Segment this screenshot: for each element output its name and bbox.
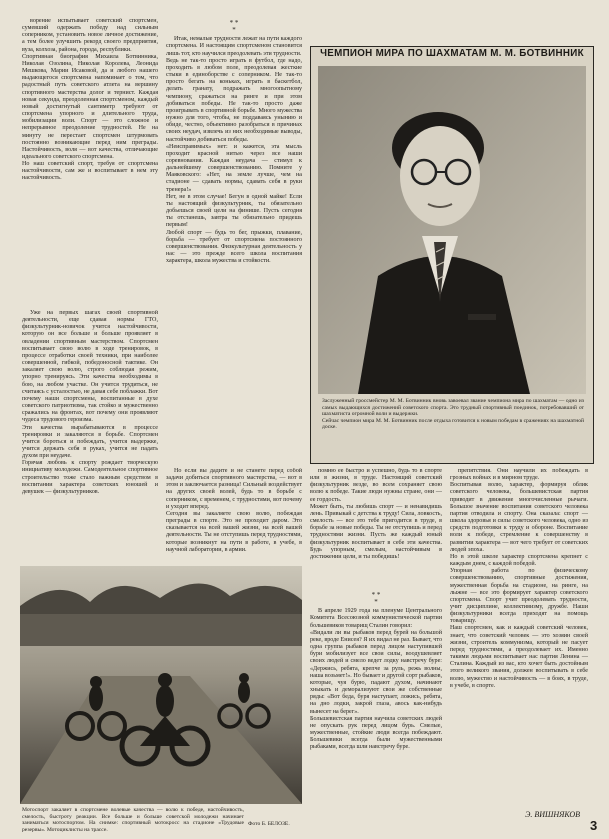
column-2 [166,18,302,466]
chess-caption: Заслуженный гроссмейстер М. М. Ботвинник вновь завоевал звание чемпиона мира по шахматам — одно из самых выдающихся достижений советского спорта. Это трудный спортивный поединок, потребовавший от шахматиста огромной воли и выдержки. Сейчас чемпион мира М. М. Ботвинник после отдыха готовится к новым победам в сражениях на шахматной доске. [322,398,584,431]
author-signature: Э. ВИШНЯКОВ [525,810,580,819]
stalin-section [310,590,442,826]
article-text: помню ее быстро и успешно, будь то в спорте или в жизни, в труде. Настоящий советский физкультурник везде, во всем сохраняет свою волю к победе. Такие люди нужны стране, они — ее гордость. Может быть, ты любишь спорт — и ненавидишь лень. Привыкай с детства к труду! Сила, ловкость, смелость — все это тебе пригодится в труде, в борьбе за новые победы. Ты не отступишь и перед трудностями жизни. Пусть же каждый юный физкультурник воспитывает в себе эти качества. Будь упорным, смелым, настойчивым в достижении цели, и ты победишь! [310,468,442,560]
motocross-caption: Мотоспорт закаляет в спортсмене волевые качества — волю к победе, настойчивость, смелость, быстроту реакции. Все больше и больше советской молодежи начинает заниматься мотоспортом. На снимке: спортивный мотокросс на стадионе «Трудовые резервы». Мотоциклисты на трассе. [22,807,244,833]
motocross-photo [20,566,302,804]
article-text: ворение испытывает советский спортсмен, сумевший одержать победу над сильным соперником, установить новое личное достижение, а тем более улучшить рекорд своего предприятия, вуза, колхоза, района, города, республики. Спортивная биография Михаила Ботвинника, Николая Озолина, Николая Королева, Леонида Мешкова, Марии Исаковой, да и любого нашего выдающегося спортсмена напоминает о том, что радостный путь советского атлета на вершину спортивного мастерства долог и тернист. Каждая новая секунда, преодоленная спортсменом, каждый новый достигнутый сантиметр требуют от спортсмена упорного и длительного труда, мобилизации воли. Спорт — это сложное и непрерывное преодоление трудностей. Не на минуту не перестает спортсмен штурмовать постоянно возникающие перед ним преграды. Настойчивость, воля — вот качества, отличающие идеального советского спортсмена. Но наш советский спорт, требуя от спортсмена настойчивости, сам же и воспитывает в нем эту настойчивость. [22,18,158,182]
article-text: Итак, немалые трудности лежат на пути каждого спортсмена. И настоящим спортсменом становится лишь тот, кто научился преодолевать эти трудности. Ведь не так-то просто играть в футбол, где надо, проходить в любом поле, преодолевая жесткие стыки в единоборстве с соперником. Не так-то просто бегать на коньках, играть в баскетбол, делать гранату, подражать многоопытному чемпиону, сражаться на ринге и при этом добиваться победы. Не так-то просто даже проигрывать в спортивной борьбе. Много мужества нужно для того, чтобы, не поддаваясь унынию и обиде, честно, объективно разобраться в причинах своих неудач, извлечь из них необходимые выводы, настойчиво добиваться победы. «Неисправимых» нет: и кажется, эта мысль проходит красной нитью через все наши соревнования. Каждая неудача — стимул к дальнейшему совершенствованию. Помните у Маяковского: «Нет, на земле лучше, чем на стадионе — сдавать нормы, сдавать себя в руки тренера!» Нет, не в этом случае! Бегун в одной майке! Если ты настоящий физкультурник, ты обязательно добьешься своей цели на финише. Пусть сегодня ты отстанешь, завтра ты обязательно придешь первым! Любой спорт — будь то бег, прыжки, плавание, борьба — требует от спортсмена постоянного совершенствования. Физкультурная деятельность у нас — это прежде всего школа воспитания характера, школа мужества и стойкости. [166,36,302,265]
column-4 [450,468,588,806]
page-number: 3 [590,818,598,833]
motocross-image [20,566,302,804]
article-text: Но если вы дадите и не станете перед собой задачи добиться спортивного мастерства, — вот в этом и заключается разница! Сильный воздействует на других своей волей, будь то в борьбе с соперником, с временем, с трудностями, вот почему и уходит вперед. Сегодня вы закаляете свою волю, побеждая преграды в спорте. Это не проходит даром. Это сказывается на всей вашей жизни, на всей вашей деятельности. Ты не отступишь перед трудностями, которые возникнут на пути в работе, в учебе, в научной лаборатории, в армии. [166,468,302,553]
portrait-image [318,66,586,394]
column-2-bottom [166,468,302,560]
column-1-bottom [22,310,158,558]
photo-credit: Фото Б. БЕЛОЗЕ. [248,821,290,827]
chess-title: ЧЕМПИОН МИРА ПО ШАХМАТАМ М. М. БОТВИННИК [320,48,584,59]
botvinnik-photo [318,66,586,394]
section-stars: * * * [229,19,239,35]
section-stars: * * * [371,591,381,607]
article-text: Уже на первых шагах своей спортивной деятельности, еще сдавая нормы ГТО, физкультурник-новичок учится настойчивости, которую он все больше и больше проявляет в овладении спортивным мастерством. Спортсмен воспитывает свою волю в ходе тренировок, в процессе отработки своей техники, при наиболее совершенной, гибкой, победоносной тактике. Он закаляет свою волю, строго соблюдая режим, упорно тренируясь. Эти качества необходимы в бою, на любом участке. Он учится трудиться, не считаясь с усталостью, не давая себе поблажки. Вот почему наши спортсмены, воспитанные в духе советского патриотизма, так стойко и мужественно сражались на фронтах, вот почему они проявляют чудеса трудового героизма. Эти качества вырабатываются в процессе тренировки и закаляются в борьбе. Спортсмен учится бороться и побеждать, учится выдержке, учится держать себя в руках, учится не падать духом при неудаче. Горячая любовь к спорту рождает творческую инициативу молодежи. Самодеятельное спортивное строительство тоже стало важным средством в воспитании характера советских юношей и девушек — физкультурников. [22,310,158,495]
column-3 [310,468,442,586]
article-text: В апреле 1929 года на пленуме Центрального Комитета Всесоюзной коммунистической партии большевиков товарищ Сталин говорил: «Видали ли вы рыбаков перед бурей на большой реке, вроде Енисея? Я их видал не раз. Бывает, что одна группа рыбаков перед лицом наступившей бури мобилизует все свои силы, воодушевляет своих людей и смело ведет лодку навстречу буре: «Держись, ребята, крепче за руль, режь волны, наша возьмет!». Но бывает и другой сорт рыбаков, которые, чуя бурю, падают духом, начинают хныкать и деморализуют свои же собственные ряды: «Вот беда, буря наступает, ложись, ребята, на дно лодки, закрой глаза, авось как-нибудь вынесет на берег». Большевистская партия научила советских людей не опускать рук перед лицом бурь. Смелые, мужественные, стойкие люди всегда побеждают. Большевики всегда были мужественными рыбаками, всегда шли навстречу буре. [310,608,442,751]
column-1-top [22,18,158,308]
article-text: препятствия. Они научили их побеждать в грозных войнах и в мирном труде. Воспитывая волю, характер, формируя облик советского человека, большевистская партия приводит в движение многочисленные рычаги. Большое значение воспитания советского человека партия отводила и спорту. Она сказала: спорт — школа здоровья и силы советского человека, одно из средств подготовки к труду и обороне. Воспитание воли к победе, стремление к совершенству в развитии характера — вот чего требует от советских людей эпоха. Но в этой школе характер спортсмена крепнет с каждым днем, с каждой победой. Упорная работа по физическому совершенствованию, спортивные достижения, мужественная борьба на стадионе, на ринге, на лыжне — все это формирует характер советского спортсмена. Спорт учит преодолевать трудности, учит дисциплине, коллективизму, дружбе. Наши физкультурники всегда приходят на помощь товарищу. Наш спортсмен, как и каждый советский человек, знает, что советский человек — это хозяин своей жизни, строитель коммунизма, который не пасует перед трудностями, а преодолевает их. Именно такими людьми воспитывает нас партия Ленина — Сталина. Каждый из вас, кто хочет быть достойным этого великого звания, должен воспитывать в себе волю, мужество и настойчивость — в боях, в труде, в учебе, в спорте. [450,468,588,689]
